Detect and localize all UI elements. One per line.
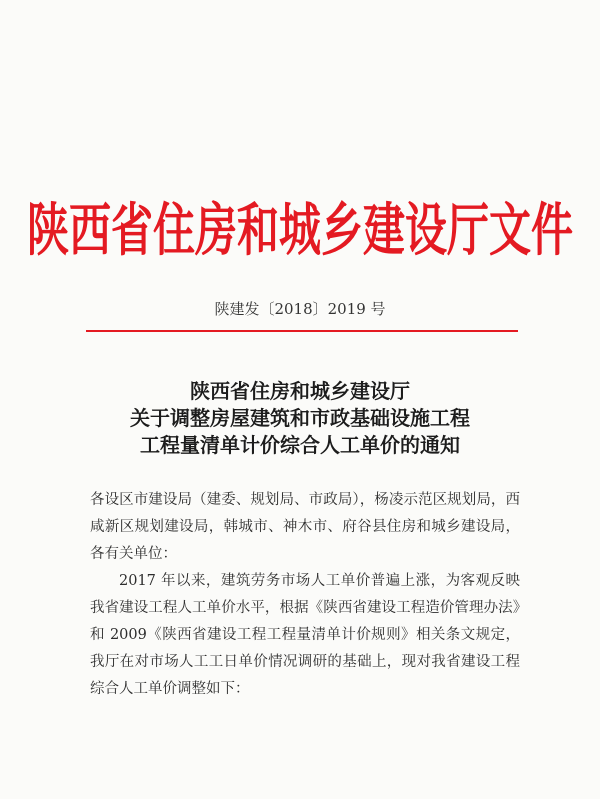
document-body (90, 487, 520, 703)
notice-title-line-1: 陕西省住房和城乡建设厅 (190, 379, 410, 403)
document-number: 陕建发〔2018〕2019 号 (214, 300, 386, 318)
recipients-paragraph: 各设区市建设局（建委、规划局、市政局），杨凌示范区规划局，西咸新区规划建设局，韩城市、神木市、府谷县住房和城乡建设局，各有关单位： (90, 492, 520, 562)
notice-title (0, 378, 600, 459)
red-divider-line (86, 330, 518, 332)
document-header-title: 陕西省住房和城乡建设厅文件 (26, 196, 573, 263)
body-paragraph-1: 2017 年以来，建筑劳务市场人工单价普遍上涨，为客观反映我省建设工程人工单价水平，根据《陕西省建设工程造价管理办法》和 2009《陕西省建设工程工程量清单计价规则》相关条文规定，我厅在对市场人工工日单价情况调研的基础上，现对我省建设工程综合人工单价调整如下： (90, 573, 520, 697)
notice-title-line-2: 关于调整房屋建筑和市政基础设施工程 (130, 406, 470, 430)
notice-title-line-3: 工程量清单计价综合人工单价的通知 (140, 433, 460, 457)
